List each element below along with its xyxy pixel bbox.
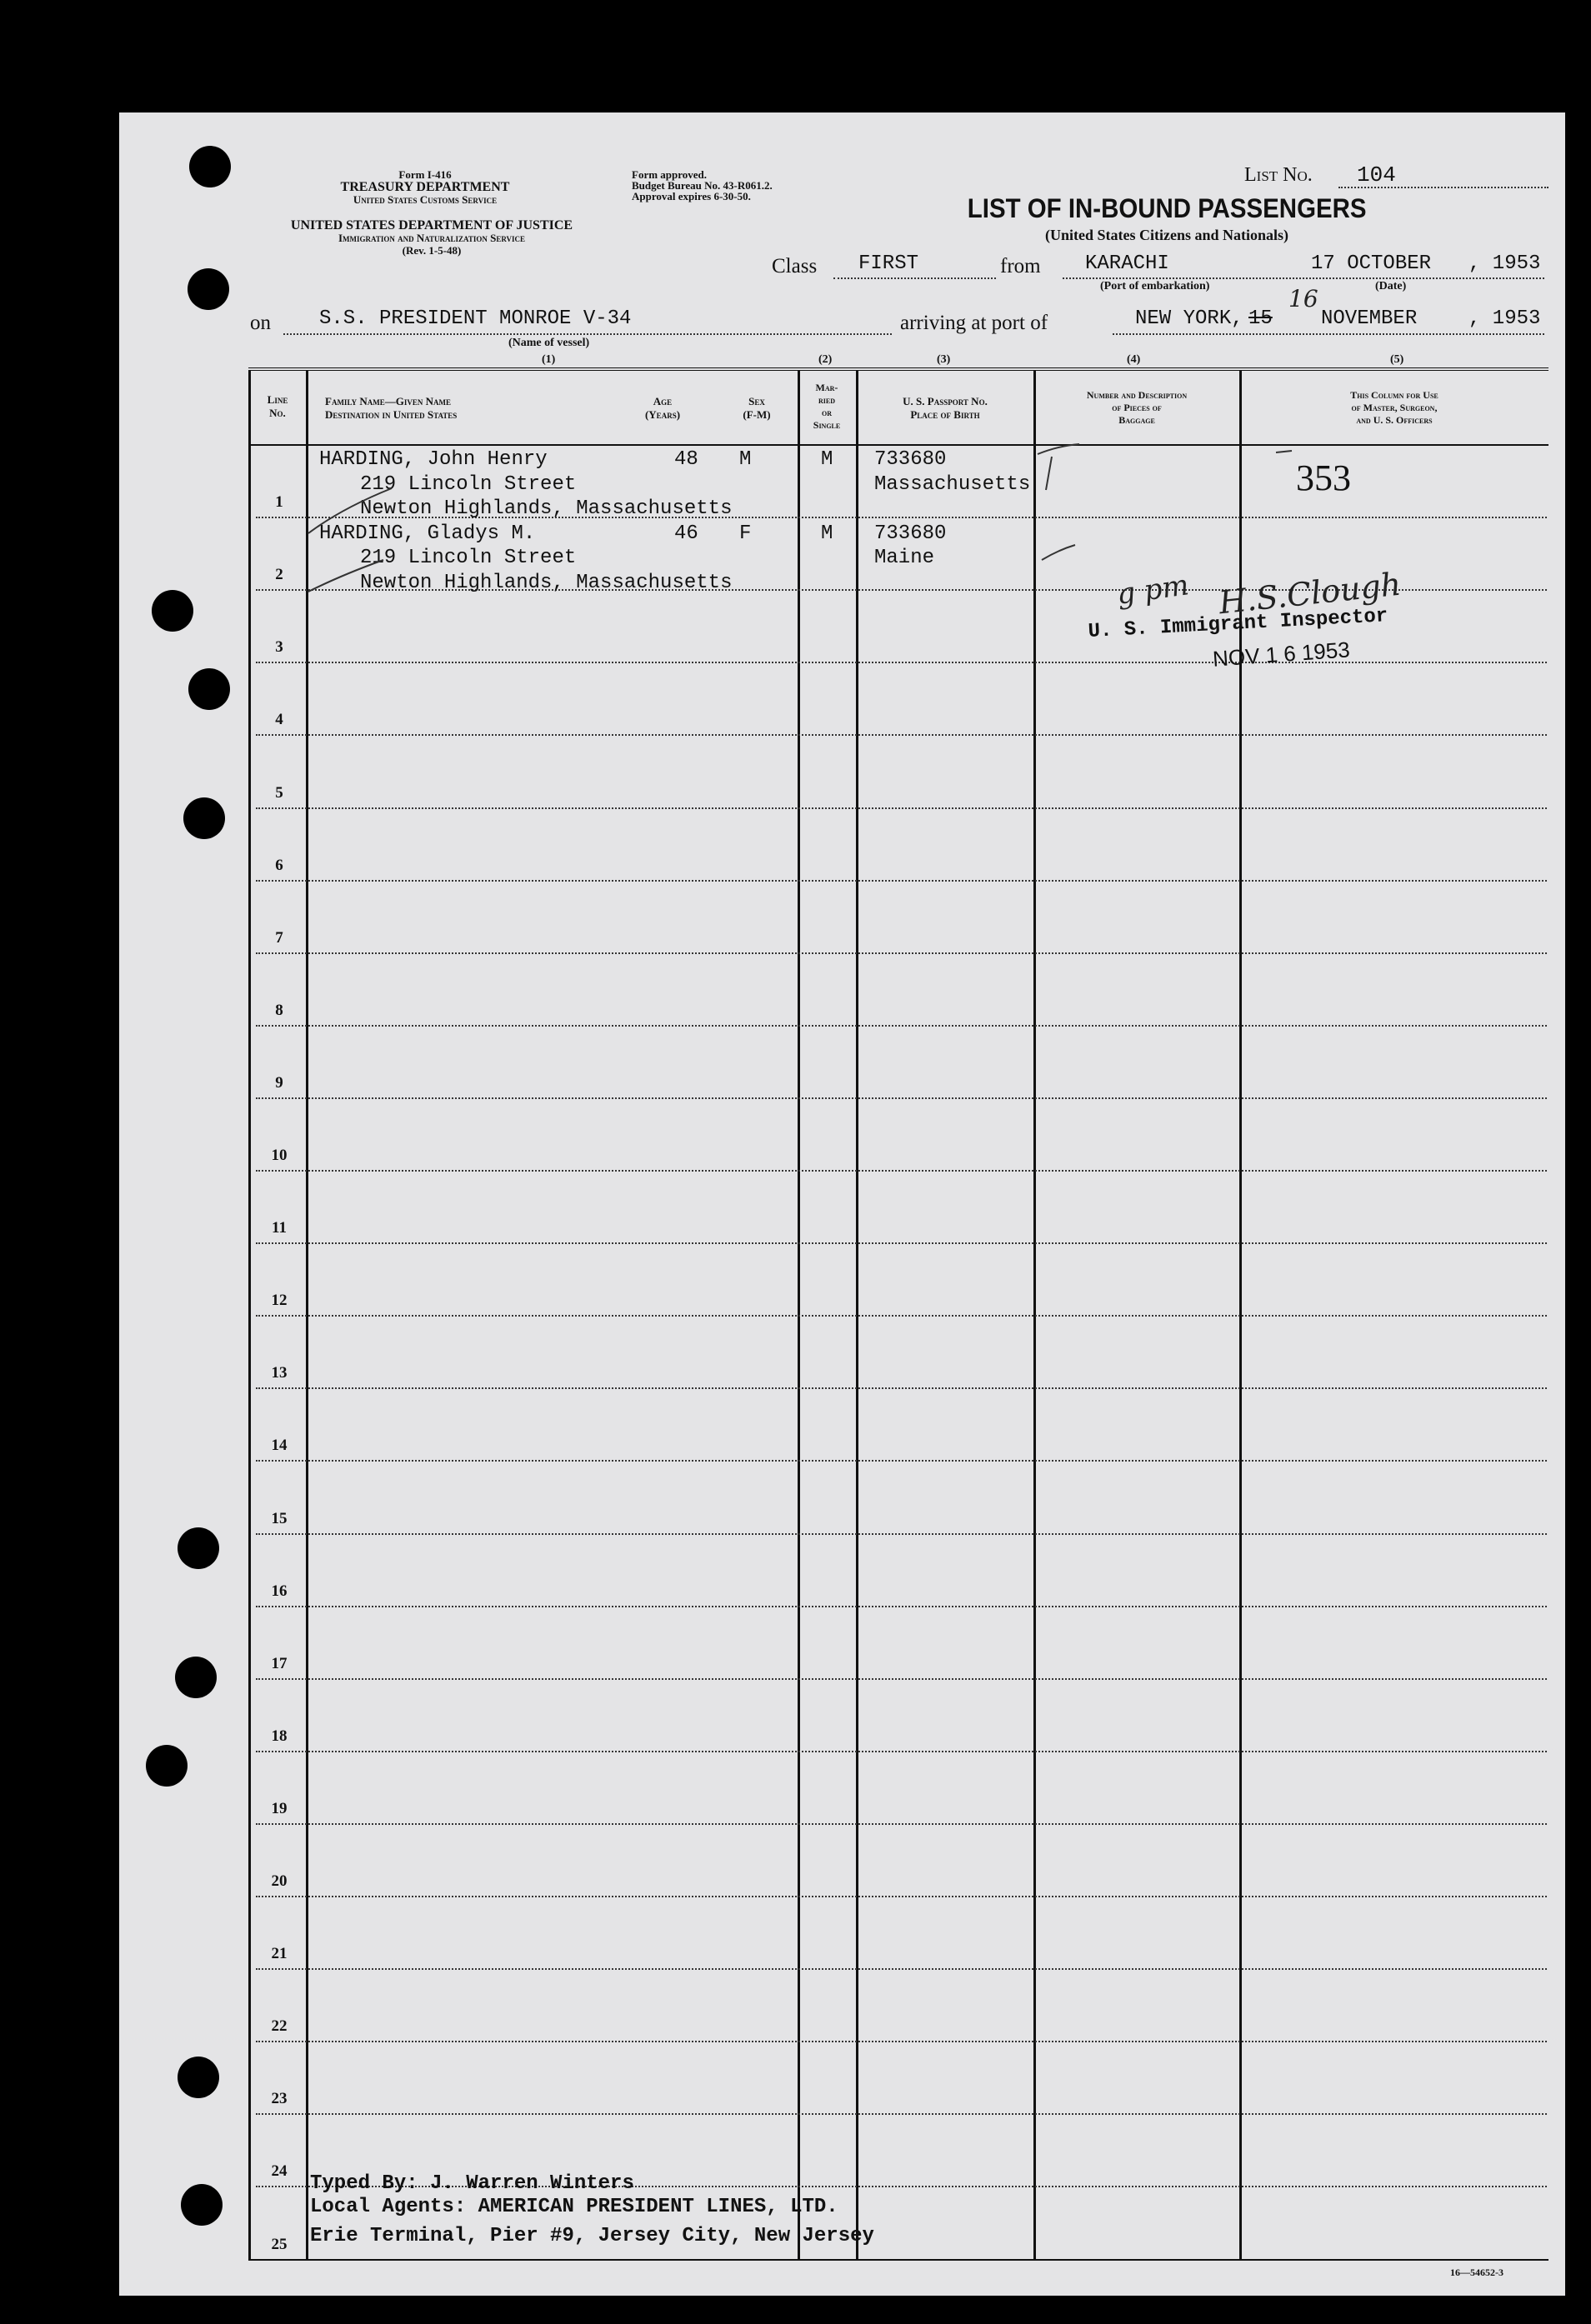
form-code: 16—54652-3 — [1450, 2267, 1503, 2278]
header-text: No. — [269, 407, 286, 419]
passenger-birthplace: Maine — [874, 547, 935, 569]
line-number: 7 — [275, 929, 283, 947]
header-text: Mar- — [815, 382, 838, 393]
passenger-name: HARDING, Gladys M. — [319, 522, 536, 545]
line-number: 10 — [271, 1147, 288, 1164]
header-text: of Master, Surgeon, — [1351, 402, 1438, 413]
approval-expires: Approval expires 6-30-50. — [632, 190, 751, 202]
list-no-label: List No. — [1244, 164, 1313, 186]
justice-department: UNITED STATES DEPARTMENT OF JUSTICE — [290, 218, 573, 232]
on-label: on — [250, 312, 271, 334]
line-number: 20 — [271, 1872, 288, 1890]
revision: (Rev. 1-5-48) — [402, 244, 462, 257]
header-text: Sex — [748, 395, 765, 407]
page-title: LIST OF IN-BOUND PASSENGERS — [967, 193, 1367, 223]
passenger-marital-status: M — [821, 448, 833, 471]
pen-stroke — [1038, 444, 1079, 454]
arrival-day-handwritten: 16 — [1288, 285, 1318, 312]
pen-stroke — [1046, 457, 1052, 490]
pen-stroke — [308, 560, 383, 592]
class-label: Class — [772, 255, 818, 277]
passenger-passport: 733680 — [874, 448, 947, 471]
treasury-department: TREASURY DEPARTMENT — [340, 180, 510, 194]
column-number: (5) — [1390, 353, 1404, 366]
line-number: 14 — [271, 1437, 288, 1454]
header-text: Number and Description — [1086, 389, 1188, 401]
arrival-year: , 1953 — [1468, 307, 1541, 330]
header-text: Destination in United States — [325, 408, 458, 421]
header-text: of Pieces of — [1112, 402, 1162, 413]
form-approved: Form approved. — [632, 168, 708, 181]
embark-port: KARACHI — [1085, 252, 1169, 275]
header-text: ried — [818, 394, 835, 406]
column-number: (1) — [542, 353, 556, 366]
page-subtitle: (United States Citizens and Nationals) — [1044, 227, 1288, 243]
typed-by: Typed By: J. Warren Winters — [310, 2172, 634, 2195]
header-text: Family Name—Given Name — [325, 395, 452, 407]
line-number: 13 — [271, 1364, 288, 1382]
header-text: Single — [813, 419, 841, 431]
passenger-sex: M — [739, 448, 752, 471]
header-text: This Column for Use — [1350, 389, 1438, 401]
line-number: 21 — [271, 1945, 288, 1962]
line-number: 9 — [275, 1074, 283, 1092]
passenger-city: Newton Highlands, Massachusetts — [360, 497, 733, 520]
local-agents: Local Agents: AMERICAN PRESIDENT LINES, LTD. — [310, 2196, 838, 2218]
header-text: or — [822, 407, 832, 418]
line-number: 2 — [275, 566, 283, 583]
list-no-value: 104 — [1357, 162, 1396, 187]
column-number: (3) — [937, 353, 951, 366]
budget-bureau: Budget Bureau No. 43-R061.2. — [632, 179, 773, 192]
line-number: 24 — [271, 2162, 288, 2180]
inspection-date-stamp: NOV 1 6 1953 — [1212, 637, 1351, 672]
embark-date-caption: (Date) — [1375, 280, 1407, 292]
line-number: 15 — [271, 1510, 288, 1527]
header-text: U. S. Passport No. — [903, 395, 988, 407]
header-text: and U. S. Officers — [1356, 414, 1433, 426]
line-number: 17 — [271, 1655, 288, 1672]
header-text: Baggage — [1118, 414, 1155, 426]
passenger-age: 48 — [674, 448, 698, 471]
arrival-day-struck: 15 — [1248, 307, 1273, 330]
line-number: 16 — [271, 1582, 288, 1600]
arriving-label: arriving at port of — [900, 312, 1048, 334]
passenger-birthplace: Massachusetts — [874, 473, 1031, 496]
passenger-passport: 733680 — [874, 522, 947, 545]
arrival-month: NOVEMBER — [1321, 307, 1418, 330]
passenger-marital-status: M — [821, 522, 833, 545]
line-number: 12 — [271, 1292, 288, 1309]
passenger-address: 219 Lincoln Street — [360, 473, 577, 496]
customs-service: United States Customs Service — [353, 193, 498, 206]
pen-stroke — [1042, 545, 1075, 560]
line-number: 6 — [275, 857, 283, 874]
inspector-stamp-title: U. S. Immigrant Inspector — [1088, 605, 1388, 643]
class-value: FIRST — [858, 252, 919, 275]
embark-date: 17 OCTOBER — [1311, 252, 1432, 275]
vessel-name: S.S. PRESIDENT MONROE V-34 — [319, 307, 632, 330]
header-text: Line — [267, 393, 288, 406]
table-bottom-rule — [248, 2259, 1548, 2261]
arrival-port: NEW YORK, — [1135, 307, 1243, 330]
line-number: 4 — [275, 711, 283, 728]
header-text: (Years) — [644, 408, 681, 421]
line-number: 11 — [272, 1219, 287, 1237]
line-number: 5 — [275, 784, 283, 802]
line-number: 23 — [271, 2090, 288, 2107]
line-number: 3 — [275, 638, 283, 656]
line-number: 1 — [275, 493, 283, 511]
passenger-name: HARDING, John Henry — [319, 448, 548, 471]
officer-number: 353 — [1296, 457, 1351, 498]
column-number: (2) — [818, 353, 833, 366]
inspector-initials: g pm — [1114, 568, 1191, 612]
pen-stroke — [1276, 451, 1292, 452]
header-text: Place of Birth — [910, 408, 980, 421]
embark-port-caption: (Port of embarkation) — [1100, 280, 1210, 292]
from-label: from — [1000, 255, 1041, 277]
pen-stroke — [308, 488, 392, 533]
line-number: 22 — [271, 2017, 288, 2035]
inspector-signature: H.S.Clough — [1217, 565, 1403, 622]
passenger-address: 219 Lincoln Street — [360, 547, 577, 569]
line-number: 19 — [271, 1800, 288, 1817]
line-number: 8 — [275, 1002, 283, 1019]
header-text: (F-M) — [743, 408, 771, 421]
line-number: 18 — [271, 1727, 288, 1745]
header-text: Age — [653, 395, 673, 407]
passenger-sex: F — [739, 522, 752, 545]
passenger-age: 46 — [674, 522, 698, 545]
agent-address: Erie Terminal, Pier #9, Jersey City, New Jersey — [310, 2225, 874, 2247]
column-number: (4) — [1127, 353, 1141, 366]
embark-year: , 1953 — [1468, 252, 1541, 275]
passenger-city: Newton Highlands, Massachusetts — [360, 572, 733, 594]
vessel-caption: (Name of vessel) — [508, 337, 590, 349]
form-number: Form I-416 — [398, 168, 452, 181]
line-number: 25 — [271, 2236, 288, 2253]
ins-service: Immigration and Naturalization Service — [338, 232, 526, 244]
